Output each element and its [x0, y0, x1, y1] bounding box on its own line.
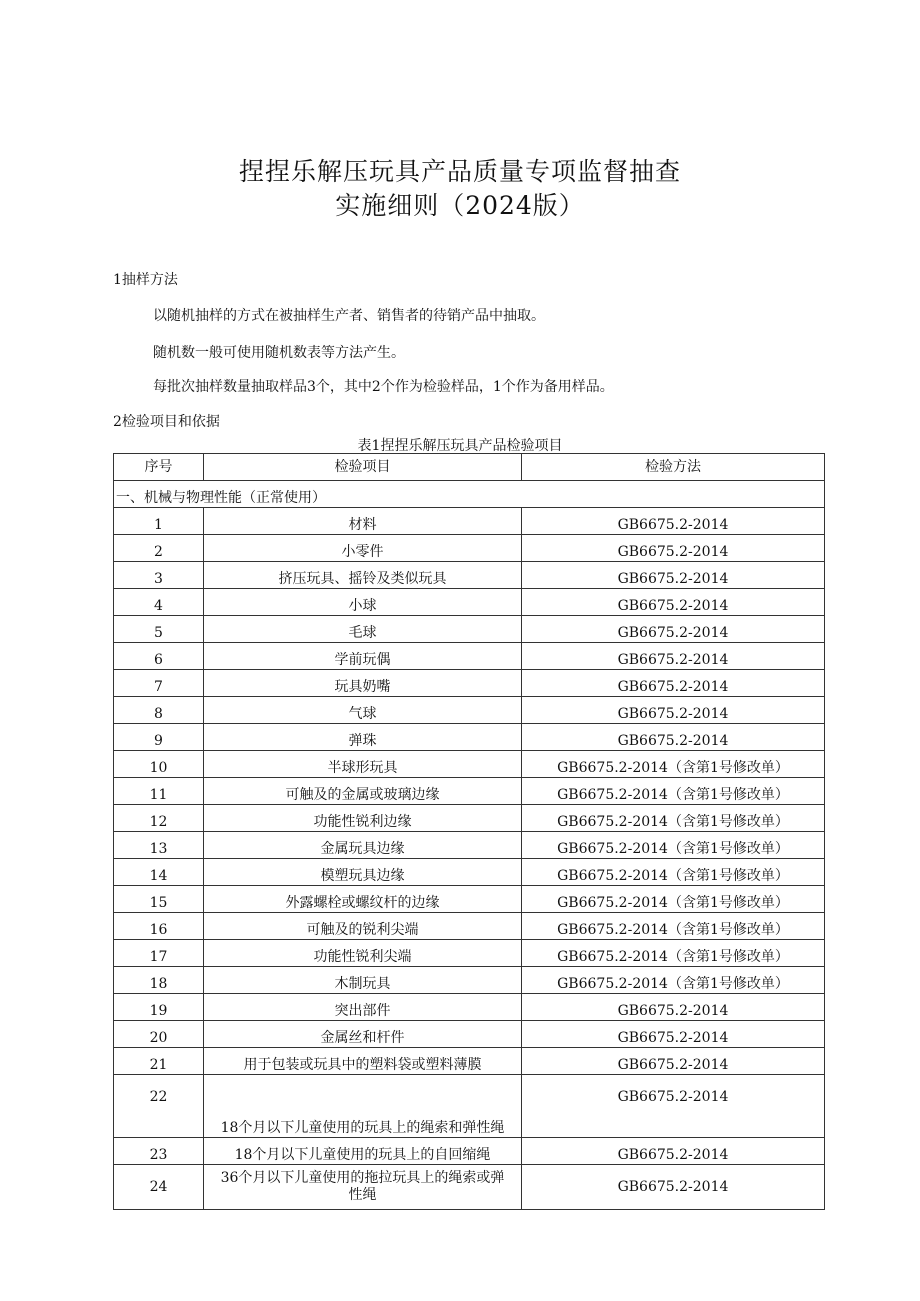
row-no: 14 — [114, 859, 204, 886]
table-row — [114, 1138, 825, 1165]
row-method: GB6675.2-2014 — [522, 1165, 825, 1210]
row-no: 3 — [114, 562, 204, 589]
document-title-line2: 实施细则（2024版） — [335, 191, 585, 220]
row-method: GB6675.2-2014（含第1号修改单） — [522, 832, 825, 859]
row-item: 突出部件 — [204, 994, 522, 1021]
row-item: 毛球 — [204, 616, 522, 643]
row-method: GB6675.2-2014（含第1号修改单） — [522, 886, 825, 913]
row-item: 模塑玩具边缘 — [204, 859, 522, 886]
row-no: 18 — [114, 967, 204, 994]
section2-heading: 2检验项目和依据 — [113, 414, 220, 430]
row-no: 12 — [114, 805, 204, 832]
row-item: 小零件 — [204, 535, 522, 562]
row-item-line1: 36个月以下儿童使用的拖拉玩具上的绳索或弹 — [220, 1170, 505, 1186]
row-method: GB6675.2-2014 — [522, 508, 825, 535]
row-method: GB6675.2-2014 — [522, 616, 825, 643]
section1-heading: 1抽样方法 — [113, 272, 178, 288]
row-item: 用于包装或玩具中的塑料袋或塑料薄膜 — [204, 1048, 522, 1075]
row-no: 2 — [114, 535, 204, 562]
row-item: 学前玩偶 — [204, 643, 522, 670]
table-row — [114, 589, 825, 616]
header-method: 检验方法 — [522, 454, 825, 481]
row-method: GB6675.2-2014（含第1号修改单） — [522, 805, 825, 832]
row-no: 24 — [114, 1165, 204, 1210]
row-item: 木制玩具 — [204, 967, 522, 994]
row-no: 4 — [114, 589, 204, 616]
row-method: GB6675.2-2014（含第1号修改单） — [522, 859, 825, 886]
row-item: 功能性锐利尖端 — [204, 940, 522, 967]
section1-paragraph-3: 每批次抽样数量抽取样品3个，其中2个作为检验样品，1个作为备用样品。 — [153, 379, 614, 395]
table-row — [114, 994, 825, 1021]
row-method: GB6675.2-2014 — [522, 1021, 825, 1048]
row-item: 玩具奶嘴 — [204, 670, 522, 697]
row-method: GB6675.2-2014 — [522, 1075, 825, 1138]
row-item: 金属玩具边缘 — [204, 832, 522, 859]
table-group-row — [114, 481, 825, 508]
row-no: 1 — [114, 508, 204, 535]
row-method: GB6675.2-2014 — [522, 1048, 825, 1075]
row-method: GB6675.2-2014 — [522, 994, 825, 1021]
row-item: 气球 — [204, 697, 522, 724]
table-row — [114, 724, 825, 751]
row-method: GB6675.2-2014 — [522, 670, 825, 697]
document-title-line1: 捏捏乐解压玩具产品质量专项监督抽查 — [238, 157, 681, 186]
row-item: 材料 — [204, 508, 522, 535]
row-item: 小球 — [204, 589, 522, 616]
table-row — [114, 805, 825, 832]
row-no: 15 — [114, 886, 204, 913]
table-row — [114, 562, 825, 589]
table-row — [114, 940, 825, 967]
row-no: 23 — [114, 1138, 204, 1165]
row-method: GB6675.2-2014（含第1号修改单） — [522, 940, 825, 967]
row-method: GB6675.2-2014 — [522, 643, 825, 670]
row-no: 20 — [114, 1021, 204, 1048]
row-item: 功能性锐利边缘 — [204, 805, 522, 832]
row-method: GB6675.2-2014（含第1号修改单） — [522, 967, 825, 994]
row-method: GB6675.2-2014（含第1号修改单） — [522, 751, 825, 778]
table-row — [114, 751, 825, 778]
table-row — [114, 616, 825, 643]
section1-paragraph-1: 以随机抽样的方式在被抽样生产者、销售者的待销产品中抽取。 — [153, 308, 545, 324]
table-row — [114, 1165, 825, 1210]
row-method: GB6675.2-2014 — [522, 697, 825, 724]
row-method: GB6675.2-2014（含第1号修改单） — [522, 913, 825, 940]
table-row — [114, 778, 825, 805]
row-item: 弹珠 — [204, 724, 522, 751]
group-label: 一、机械与物理性能（正常使用） — [114, 481, 825, 508]
row-method: GB6675.2-2014 — [522, 1138, 825, 1165]
row-method: GB6675.2-2014 — [522, 562, 825, 589]
row-item-line2: 性绳 — [348, 1187, 377, 1203]
row-item: 外露螺栓或螺纹杆的边缘 — [204, 886, 522, 913]
row-no: 9 — [114, 724, 204, 751]
row-method: GB6675.2-2014（含第1号修改单） — [522, 778, 825, 805]
row-item: 18个月以下儿童使用的玩具上的自回缩绳 — [204, 1138, 522, 1165]
row-item: 金属丝和杆件 — [204, 1021, 522, 1048]
table-row — [114, 670, 825, 697]
row-no: 5 — [114, 616, 204, 643]
row-method: GB6675.2-2014 — [522, 589, 825, 616]
header-no: 序号 — [114, 454, 204, 481]
row-no: 17 — [114, 940, 204, 967]
table-row — [114, 697, 825, 724]
row-item — [204, 1165, 522, 1210]
header-item: 检验项目 — [204, 454, 522, 481]
row-no: 19 — [114, 994, 204, 1021]
table-row — [114, 913, 825, 940]
table-row — [114, 832, 825, 859]
row-item: 18个月以下儿童使用的玩具上的绳索和弹性绳 — [204, 1075, 522, 1138]
row-method: GB6675.2-2014 — [522, 724, 825, 751]
row-no: 10 — [114, 751, 204, 778]
row-no: 21 — [114, 1048, 204, 1075]
inspection-items-table — [113, 453, 825, 1210]
row-no: 22 — [114, 1075, 204, 1138]
row-method: GB6675.2-2014 — [522, 535, 825, 562]
table-row — [114, 886, 825, 913]
table-caption: 表1捏捏乐解压玩具产品检验项目 — [357, 438, 563, 454]
row-item: 半球形玩具 — [204, 751, 522, 778]
row-item: 挤压玩具、摇铃及类似玩具 — [204, 562, 522, 589]
row-item: 可触及的锐利尖端 — [204, 913, 522, 940]
row-no: 16 — [114, 913, 204, 940]
section1-paragraph-2: 随机数一般可使用随机数表等方法产生。 — [153, 345, 405, 361]
row-no: 6 — [114, 643, 204, 670]
table-row — [114, 1075, 825, 1138]
table-row — [114, 859, 825, 886]
table-row — [114, 967, 825, 994]
row-no: 13 — [114, 832, 204, 859]
table-header-row — [114, 454, 825, 481]
table-row — [114, 535, 825, 562]
table-row — [114, 1021, 825, 1048]
table-row — [114, 508, 825, 535]
row-item: 可触及的金属或玻璃边缘 — [204, 778, 522, 805]
row-no: 7 — [114, 670, 204, 697]
row-no: 11 — [114, 778, 204, 805]
row-no: 8 — [114, 697, 204, 724]
table-row — [114, 643, 825, 670]
table-row — [114, 1048, 825, 1075]
